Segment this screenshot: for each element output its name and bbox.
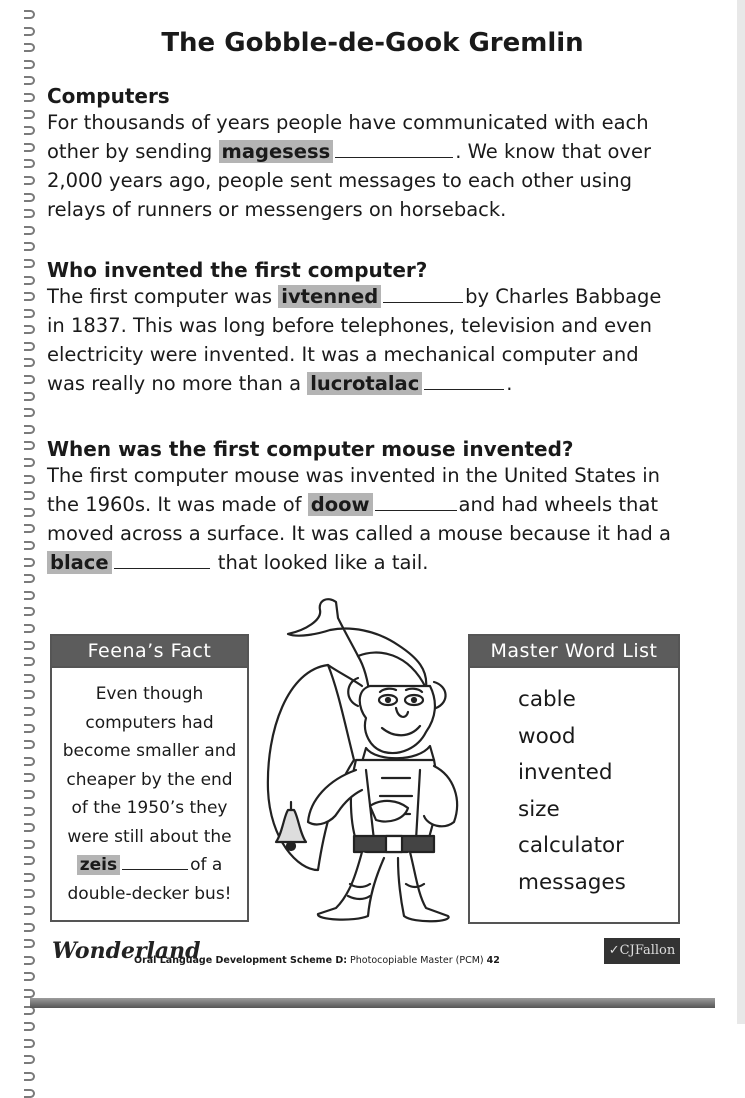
spiral-coil xyxy=(24,558,35,567)
spiral-coil xyxy=(24,607,35,616)
text-segment: of the 1950’s they xyxy=(71,798,228,818)
spiral-coil xyxy=(24,1055,35,1064)
spiral-coil xyxy=(24,441,35,450)
spiral-coil xyxy=(24,740,35,749)
spiral-coil xyxy=(24,392,35,401)
section-first-computer xyxy=(47,258,687,398)
text-line xyxy=(58,737,241,766)
spiral-coil xyxy=(24,923,35,932)
text-segment: by Charles Babbage xyxy=(465,285,662,308)
spiral-coil xyxy=(24,10,35,19)
text-segment: that looked like a tail. xyxy=(211,551,429,574)
text-line xyxy=(47,461,687,490)
footer xyxy=(52,938,692,974)
text-line xyxy=(47,166,687,195)
spiral-coil xyxy=(24,707,35,716)
spiral-coil xyxy=(24,259,35,268)
text-line xyxy=(47,137,687,166)
spiral-coil xyxy=(24,408,35,417)
spiral-coil xyxy=(24,325,35,334)
spiral-coil xyxy=(24,309,35,318)
spiral-coil xyxy=(24,906,35,915)
answer-blank[interactable] xyxy=(383,286,463,303)
text-segment: relays of runners or messengers on horseback. xyxy=(47,198,507,221)
text-segment: were still about the xyxy=(67,826,232,847)
spiral-coil xyxy=(24,159,35,168)
text-segment: The first computer mouse was invented in the United States in xyxy=(47,464,660,487)
spiral-coil xyxy=(24,524,35,533)
jumbled-word: zeis xyxy=(77,855,120,875)
answer-blank[interactable] xyxy=(122,853,188,870)
spiral-coil xyxy=(24,690,35,699)
text-line xyxy=(58,766,241,795)
word-list-item: messages xyxy=(518,869,626,895)
text-line xyxy=(58,880,241,909)
word-list-item: calculator xyxy=(518,833,624,858)
spiral-coil xyxy=(24,143,35,152)
section-text xyxy=(47,108,687,224)
spiral-coil xyxy=(24,375,35,384)
spiral-coil xyxy=(24,989,35,998)
section-heading: Computers xyxy=(47,84,170,108)
jumbled-word: magesess xyxy=(219,140,334,163)
word-list-heading: Master Word List xyxy=(470,636,678,668)
text-line xyxy=(47,519,687,548)
text-line xyxy=(47,195,687,224)
fact-box xyxy=(50,634,249,922)
spiral-coil xyxy=(24,242,35,251)
spiral-coil xyxy=(24,591,35,600)
text-line xyxy=(58,794,241,823)
fact-box-text xyxy=(52,668,247,908)
word-list-item: cable xyxy=(518,687,576,712)
text-segment: in 1837. This was long before telephones, television and even xyxy=(47,314,653,337)
word-list-item: invented xyxy=(518,760,613,785)
text-segment: . We know that over xyxy=(455,140,651,163)
spiral-coil xyxy=(24,425,35,434)
spiral-coil xyxy=(24,574,35,583)
page-title: The Gobble-de-Gook Gremlin xyxy=(161,28,584,58)
text-line xyxy=(47,369,687,398)
jumbled-word: lucrotalac xyxy=(307,372,422,395)
spiral-coil xyxy=(24,807,35,816)
text-segment: other by sending xyxy=(47,140,219,163)
spiral-coil xyxy=(24,193,35,202)
wonderland-logo: Wonderland xyxy=(52,938,201,964)
answer-blank[interactable] xyxy=(335,141,453,158)
text-line xyxy=(58,823,241,852)
spiral-coil xyxy=(24,126,35,135)
spiral-coil xyxy=(24,840,35,849)
text-segment: the 1960s. It was made of xyxy=(47,493,308,516)
cjfallon-logo: ✓CJFallon xyxy=(604,938,680,964)
text-segment: of a xyxy=(190,855,223,875)
word-list-item: size xyxy=(518,796,560,822)
spiral-coil xyxy=(24,541,35,550)
spiral-coil xyxy=(24,176,35,185)
text-line xyxy=(58,851,241,880)
answer-blank[interactable] xyxy=(114,552,210,569)
gremlin-illustration xyxy=(258,590,468,925)
text-line xyxy=(47,282,687,311)
spiral-coil xyxy=(24,939,35,948)
text-segment: cheaper by the end xyxy=(66,769,233,790)
spiral-coil xyxy=(24,856,35,865)
text-segment: was really no more than a xyxy=(47,372,308,395)
spiral-coil xyxy=(24,972,35,981)
text-segment: become smaller and xyxy=(62,741,237,761)
spiral-coil xyxy=(24,674,35,683)
spiral-coil xyxy=(24,641,35,650)
spiral-coil xyxy=(24,76,35,85)
spiral-coil xyxy=(24,93,35,102)
text-segment: For thousands of years people have communicated with each xyxy=(47,111,649,134)
spiral-coil xyxy=(24,475,35,484)
spiral-coil xyxy=(24,209,35,218)
text-segment: The first computer was xyxy=(47,285,279,308)
spiral-coil xyxy=(24,458,35,467)
spiral-coil xyxy=(24,624,35,633)
word-list xyxy=(470,668,678,901)
scan-strip xyxy=(30,998,715,1008)
spiral-coil xyxy=(24,889,35,898)
spiral-coil xyxy=(24,491,35,500)
text-segment: moved across a surface. It was called a mouse because it had a xyxy=(47,522,671,545)
word-list-item: wood xyxy=(518,723,576,749)
text-segment: . xyxy=(506,372,513,395)
text-line xyxy=(47,340,687,369)
spiral-coil xyxy=(24,790,35,799)
text-segment: computers had xyxy=(85,712,214,733)
spiral-coil xyxy=(24,292,35,301)
spiral-binding xyxy=(20,10,40,975)
spiral-coil xyxy=(24,724,35,733)
spiral-coil xyxy=(24,110,35,119)
text-line xyxy=(58,680,241,709)
spiral-coil xyxy=(24,276,35,285)
spiral-coil xyxy=(24,358,35,367)
fact-box-heading: Feena’s Fact xyxy=(52,636,247,668)
jumbled-word: ivtenned xyxy=(278,285,381,308)
text-line xyxy=(58,709,241,738)
word-list-box xyxy=(468,634,680,924)
section-computer-mouse xyxy=(47,437,687,577)
spiral-coil xyxy=(24,1089,35,1098)
section-computers xyxy=(47,84,687,224)
text-segment: and had wheels that xyxy=(458,493,658,516)
spiral-coil xyxy=(24,657,35,666)
spiral-coil xyxy=(24,773,35,782)
answer-blank[interactable] xyxy=(375,494,457,511)
text-segment: 2,000 years ago, people sent messages to each other using xyxy=(47,169,633,192)
text-segment: double-decker bus! xyxy=(67,883,232,904)
spiral-coil xyxy=(24,60,35,69)
section-text xyxy=(47,461,687,577)
section-heading: Who invented the first computer? xyxy=(47,258,428,282)
spiral-coil xyxy=(24,873,35,882)
jumbled-word: doow xyxy=(308,493,373,516)
spiral-coil xyxy=(24,226,35,235)
text-line xyxy=(47,548,687,577)
spiral-coil xyxy=(24,823,35,832)
spiral-coil xyxy=(24,1072,35,1081)
spiral-coil xyxy=(24,508,35,517)
text-line xyxy=(47,490,687,519)
spiral-coil xyxy=(24,1039,35,1048)
jumbled-word: blace xyxy=(47,551,112,574)
spiral-coil xyxy=(24,757,35,766)
text-segment: electricity were invented. It was a mechanical computer and xyxy=(47,343,639,366)
section-text xyxy=(47,282,687,398)
page-edge xyxy=(737,0,745,1024)
text-line xyxy=(47,108,687,137)
answer-blank[interactable] xyxy=(424,373,504,390)
text-segment: Even though xyxy=(95,684,204,704)
spiral-coil xyxy=(24,956,35,965)
section-heading: When was the first computer mouse invented? xyxy=(47,437,574,461)
footer-text: Oral Language Development Scheme D: Photocopiable Master (PCM) 42 xyxy=(134,955,500,966)
text-line xyxy=(47,311,687,340)
spiral-coil xyxy=(24,342,35,351)
